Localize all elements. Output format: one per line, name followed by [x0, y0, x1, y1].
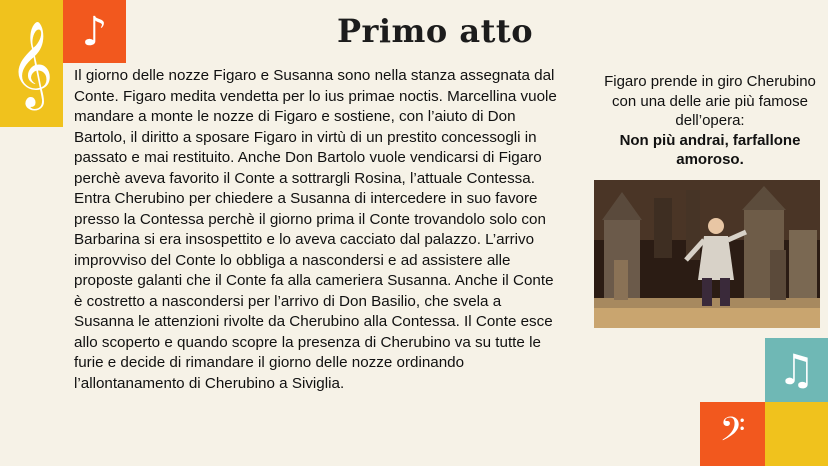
side-caption-aria: Non più andrai, farfallone amoroso. — [619, 131, 801, 168]
beamed-notes-icon: ♫ — [777, 345, 816, 394]
yellow-tile-top-left — [0, 0, 63, 127]
yellow-tile-bottom-right — [765, 402, 828, 466]
side-caption-intro: Figaro prende in giro Cherubino con una delle arie più famose dell’opera: — [604, 73, 816, 129]
bass-clef-icon: 𝄢 — [719, 411, 746, 457]
side-caption — [592, 72, 828, 170]
teal-tile-bottom-right — [765, 338, 828, 402]
stage-photo-illustration — [594, 180, 820, 328]
stage-photo — [594, 180, 820, 328]
act-summary-text: Il giorno delle nozze Figaro e Susanna sono nella stanza assegnata dal Conte. Figaro medita vendetta per lo ius primae noctis. Marcellina vuole mandare a monte le nozze di Figaro e sostiene, con l’aiuto di Don Bartolo, il diritto a sposare Figaro in virtù di un prestito concessogli in passato e mai restituito. Anche Don Bartolo vuole vendicarsi di Figaro perchè aveva favorito il Conte a sottrargli Rosina, l’attuale Contessa. Entra Cherubino per chiedere a Susanna di intercedere in suo favore presso la Contessa perchè il giorno prima il Conte trovandolo solo con Barbarina si era insospettito e lo aveva cacciato dal palazzo. L’arrivo improvviso del Conte lo obbliga a nascondersi e ad assistere alle proposte galanti che il Conte fa alla cameriera Susanna. Anche il Conte è costretto a nascondersi per l’arrivo di Don Basilio, che svela a Susanna le attenzioni rivolte da Cherubino alla Contessa. Il Conte esce allo scoperto e quando scopre la presenza di Cherubino va su tutte le furie e decide di rimandare il giorno delle nozze ordinando l’allontanamento di Cherubino a Siviglia. — [74, 67, 557, 392]
slide-title: Primo atto — [336, 12, 534, 50]
orange-tile-top-left — [63, 0, 126, 63]
orange-tile-bottom-right — [700, 402, 765, 466]
eighth-note-icon: ♪ — [81, 8, 108, 55]
treble-clef-icon: 𝄞 — [9, 20, 54, 107]
